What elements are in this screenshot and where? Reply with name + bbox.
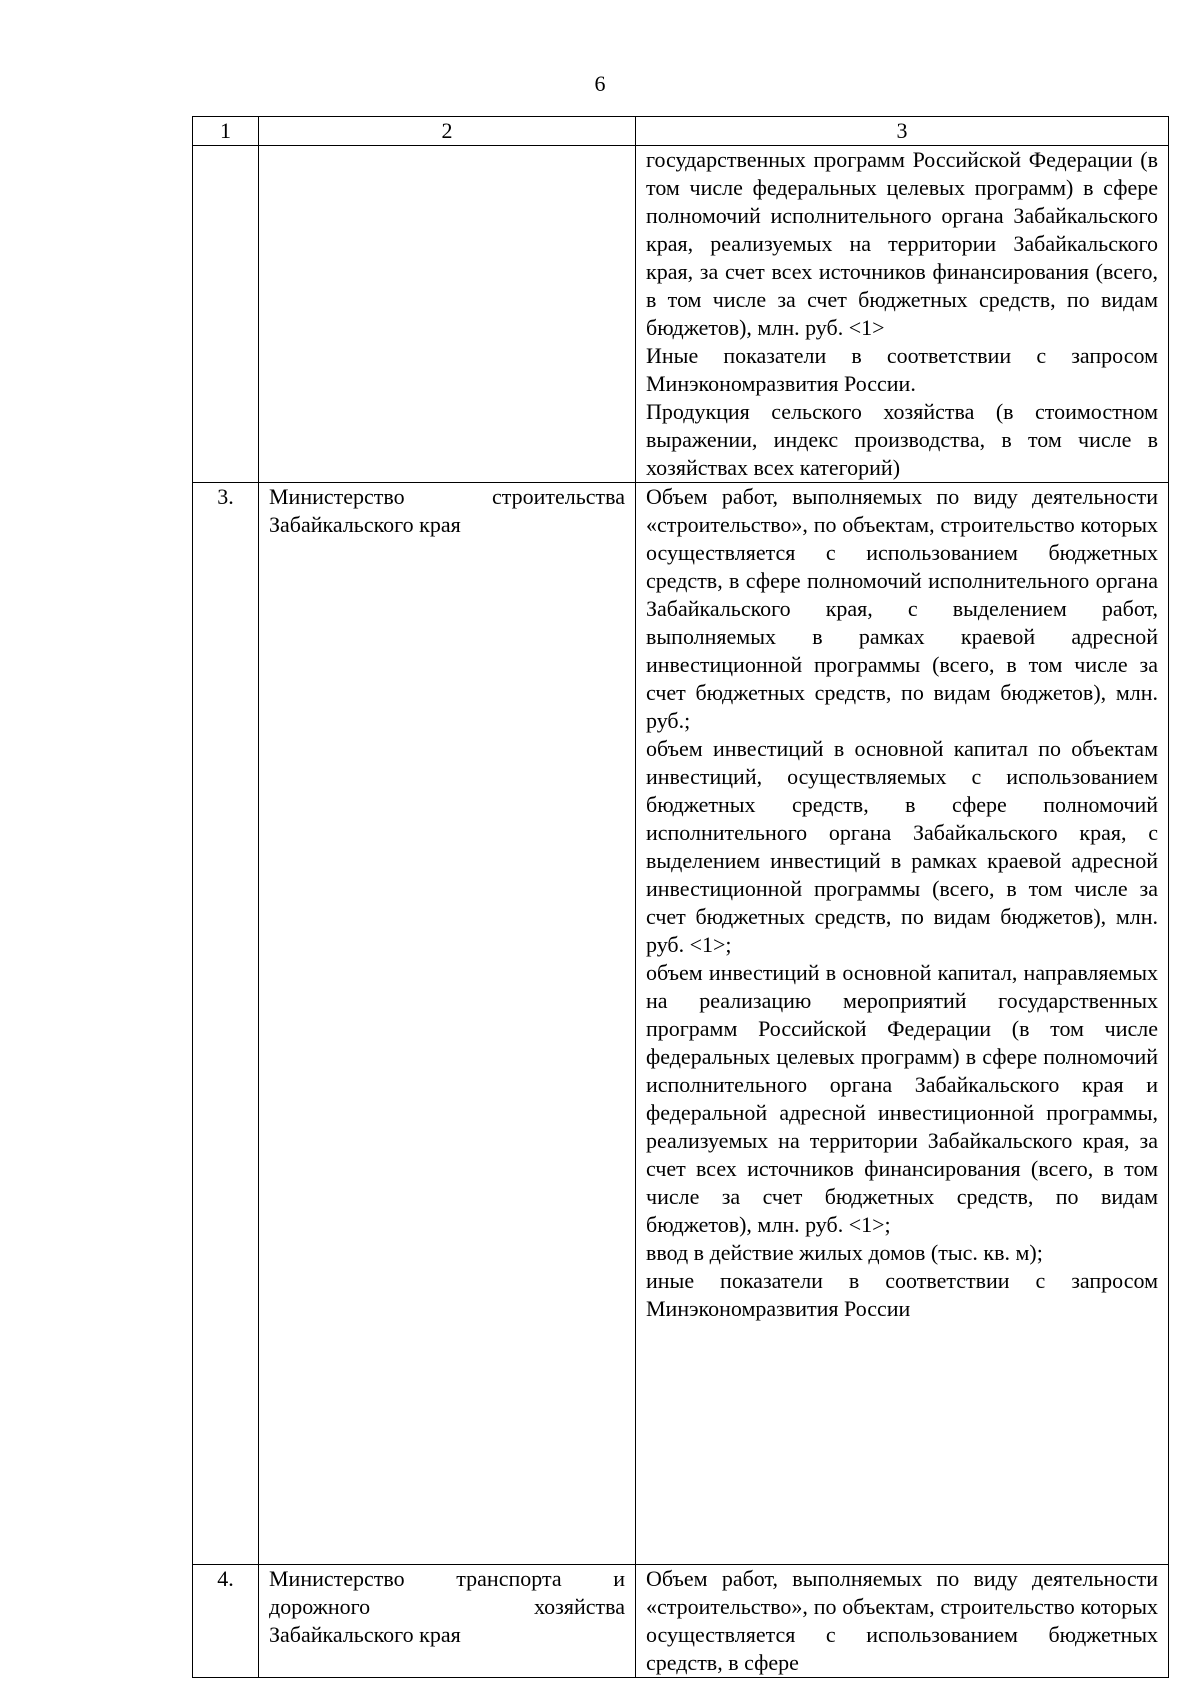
indicator-text: Объем работ, выполняемых по виду деятельности «строительство», по объектам, строительство которых осуществляется с использованием бюджетных средств, в сфере (646, 1566, 1158, 1675)
table-row (193, 146, 1169, 483)
table-row (193, 1565, 1169, 1678)
organization-name-line: Забайкальского края (269, 512, 461, 537)
indicators-cell (636, 146, 1169, 483)
indicator-text: объем инвестиций в основной капитал по объектам инвестиций, осуществляемых с использованием бюджетных средств, в сфере полномочий исполнительного органа Забайкальского края, с выделением инвестиций в рамках краевой адресной инвестиционной программы (всего, в том числе за счет бюджетных средств, по видам бюджетов), млн. руб. <1>; (646, 736, 1158, 957)
organization-cell (259, 146, 636, 483)
organization-name-line: Министерство строительства (269, 484, 625, 509)
organization-name-line: Забайкальского края (269, 1622, 461, 1647)
indicators-table (192, 116, 1169, 1678)
header-col-3: 3 (636, 117, 1169, 146)
indicator-text: Объем работ, выполняемых по виду деятельности «строительство», по объектам, строительство которых осуществляется с использованием бюджетных средств, в сфере полномочий исполнительного органа Забайкальского края, с выделением работ, выполняемых в рамках краевой адресной инвестиционной программы (всего, в том числе за счет бюджетных средств, по видам бюджетов), млн. руб.; (646, 484, 1158, 733)
indicator-text: ввод в действие жилых домов (тыс. кв. м); (646, 1240, 1043, 1265)
header-col-2: 2 (259, 117, 636, 146)
page-number: 6 (594, 71, 606, 96)
organization-cell (259, 1565, 636, 1678)
indicator-text: государственных программ Российской Федерации (в том числе федеральных целевых программ) в сфере полномочий исполнительного органа Забайкальского края, реализуемых на территории Забайкальского края, за счет всех источников финансирования (всего, в том числе за счет бюджетных средств, по видам бюджетов), млн. руб. <1> (646, 147, 1158, 340)
table-header-row (193, 117, 1169, 146)
table-row (193, 483, 1169, 1565)
row-number: 3. (193, 483, 259, 1565)
header-col-1: 1 (193, 117, 259, 146)
indicators-cell (636, 1565, 1169, 1678)
indicator-text: объем инвестиций в основной капитал, направляемых на реализацию мероприятий государственных программ Российской Федерации (в том числе федеральных целевых программ) в сфере полномочий исполнительного органа Забайкальского края и федеральной адресной инвестиционной программы, реализуемых на территории Забайкальского края, за счет всех источников финансирования (всего, в том числе за счет бюджетных средств, по видам бюджетов), млн. руб. <1>; (646, 960, 1158, 1237)
indicator-text: иные показатели в соответствии с запросом Минэкономразвития России (646, 1268, 1158, 1321)
indicator-text: Иные показатели в соответствии с запросом Минэкономразвития России. (646, 343, 1158, 396)
indicator-text: Продукция сельского хозяйства (в стоимостном выражении, индекс производства, в том числе в хозяйствах всех категорий) (646, 399, 1158, 480)
organization-cell (259, 483, 636, 1565)
organization-name-line: Министерство транспорта и дорожного хозяйства (269, 1566, 625, 1619)
row-number: 4. (193, 1565, 259, 1678)
row-number (193, 146, 259, 483)
indicators-cell (636, 483, 1169, 1565)
